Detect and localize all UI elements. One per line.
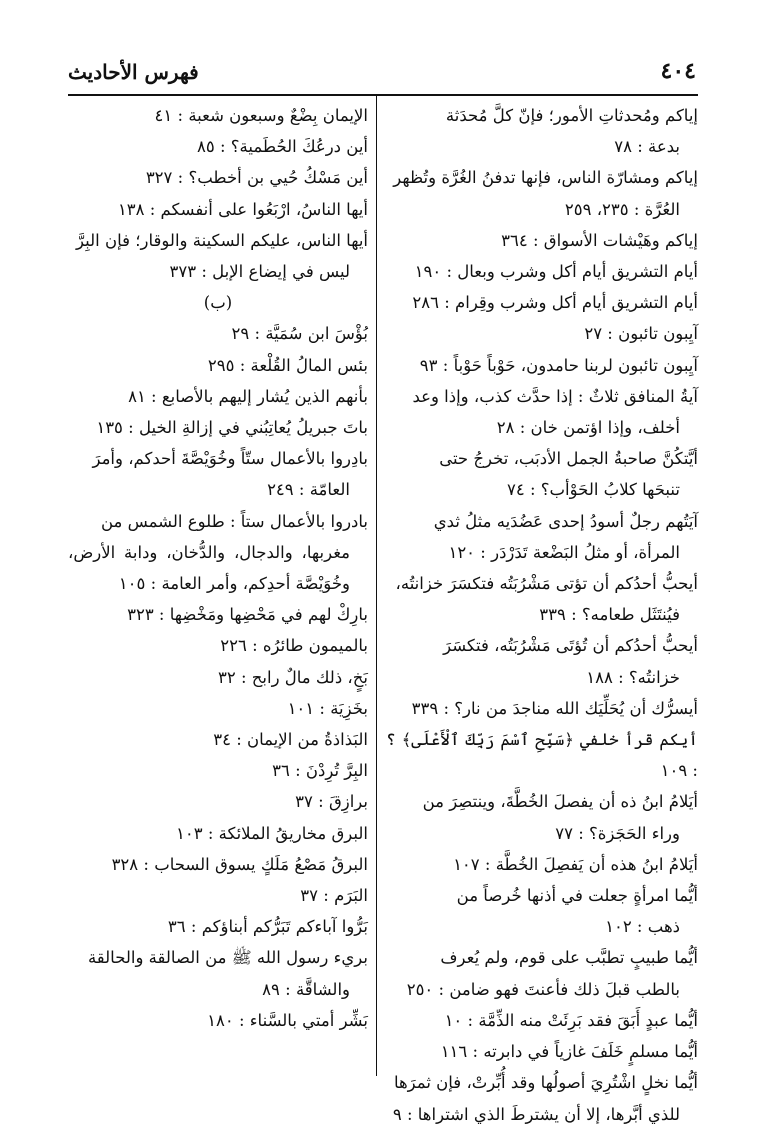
hadith-entry xyxy=(386,287,698,318)
entry-text: أيحبُّ أحدُكم أن تُؤتَى مَشْرُبَتُه، فتكسَرَ xyxy=(443,636,698,656)
hadith-entry xyxy=(68,724,368,755)
entry-text: بالميمون طائرُه : ٢٢٦ xyxy=(220,636,368,656)
page-number: ٤٠٤ xyxy=(660,58,696,84)
entry-text: البَرَم : ٣٧ xyxy=(300,886,368,906)
entry-continuation: للذي أبَّرها، إلا أن يشترطَ الذي اشتراها : ٩ xyxy=(392,1104,680,1124)
hadith-entry xyxy=(386,225,698,256)
entry-text: أيُّما نخلٍ اشْتُرِيَ أصولُها وقد أُبِّرتْ، فإن ثمرَها xyxy=(393,1073,698,1093)
entry-text: بَخٍ، ذلك مالٌ رابح : ٣٢ xyxy=(217,667,368,687)
entry-text: أيحبُّ أحدُكم أن تؤتى مَشْرُبَتُه فتكسَرَ خزانتُه، xyxy=(395,574,698,594)
entry-text: (ب) xyxy=(203,293,233,313)
entry-continuation: فيُنتَثَل طعامه؟ : ٣٣٩ xyxy=(539,605,680,625)
entry-continuation: تنبحَها كلابُ الحَوْأب؟ : ٧٤ xyxy=(506,480,680,500)
hadith-entry xyxy=(68,630,368,661)
entry-text: البِرَّ تُرِدْنَ : ٣٦ xyxy=(272,761,368,781)
entry-text: إياكم ومشارّة الناس، فإنها تدفنُ الغُرَّة وتُظهر xyxy=(393,168,698,188)
entry-text: أيُّما طبيبٍ تطبَّب على قوم، ولم يُعرف xyxy=(440,948,698,968)
hadith-entry xyxy=(68,942,368,1004)
hadith-entry xyxy=(68,131,368,162)
hadith-entry xyxy=(68,880,368,911)
entry-text: أيام التشريق أيام أكل وشرب وبعال : ١٩٠ xyxy=(414,262,698,282)
entry-text: الإيمان بِضْعٌ وسبعون شعبة : ٤١ xyxy=(154,106,368,125)
page-title: فهرس الأحاديث xyxy=(68,60,199,84)
entry-text: أيَّتكُنَّ صاحبةُ الجمل الأدبَب، تخرجُ حتى xyxy=(439,449,698,469)
left-column xyxy=(68,100,368,1036)
entry-text: أيَلامُ ابنُ هذه أن يَفصِلَ الخُطَّة : ١٠٧ xyxy=(453,854,698,874)
hadith-entry xyxy=(68,849,368,880)
entry-text: أيسرُّك أن يُحَلِّيَك الله مناجدَ من نار؟ : ٣٣٩ xyxy=(411,698,698,718)
entry-text: آيةُ المنافق ثلاثٌ : إذا حدَّث كذب، وإذا وعد xyxy=(412,386,698,406)
entry-text: بارِكْ لهم في مَحْضِها ومَخْضِها : ٣٢٣ xyxy=(127,605,368,625)
hadith-entry xyxy=(68,755,368,786)
entry-continuation: المرأة، أو مثلُ البَضْعة تَدَرْدَر : ١٢٠ xyxy=(448,542,680,562)
entry-text: بادِروا بالأعمال ستّاً وخُوَيْصَّةَ أحدكم، وأمرَ xyxy=(92,449,368,469)
entry-text: أيَلامُ ابنُ ذه أن يفصلَ الخُطَّةَ، وينتصِرَ من xyxy=(422,792,698,812)
entry-continuation: والشاقَّة : ٨٩ xyxy=(262,979,350,999)
hadith-entry xyxy=(68,318,368,349)
entry-text: أيام التشريق أيام أكل وشرب وقِرام : ٢٨٦ xyxy=(412,293,698,313)
hadith-entry xyxy=(68,506,368,600)
hadith-entry xyxy=(68,100,368,131)
entry-text: بَشِّر أمتي بالسَّناء : ١٨٠ xyxy=(207,1010,368,1030)
entry-text: أيُّما عبدٍ أَبَقَ فقد بَرِئَتْ منه الذِّمَّة : ١٠ xyxy=(444,1010,698,1030)
entry-text: البرقُ مَصْعُ مَلَكٍ يسوق السحاب : ٣٢٨ xyxy=(111,854,368,874)
hadith-entry xyxy=(68,599,368,630)
entry-continuation: العامّة : ٢٤٩ xyxy=(267,480,350,500)
entry-text: بئس المالُ القُلْعة : ٢٩٥ xyxy=(207,355,368,375)
hadith-entry xyxy=(68,786,368,817)
entry-text: البرق مخاريقُ الملائكة : ١٠٣ xyxy=(175,823,368,843)
entry-text: إياكم ومُحدثاتِ الأمور؛ فإنّ كلَّ مُحدَثة xyxy=(445,106,698,125)
hadith-entry xyxy=(68,818,368,849)
page-header xyxy=(68,58,698,92)
entry-text: أيكم قرأ خلفي ﴿سَبِّحِ ٱسْمَ رَبِّكَ ٱلْأَعْلَى﴾ ؟ : ١٠٩ xyxy=(386,730,698,781)
entry-continuation: أخلف، وإذا اؤتمن خان : ٢٨ xyxy=(496,418,680,438)
hadith-entry xyxy=(68,350,368,381)
entry-continuation: مغربها، والدجال، والدُّخان، ودابة الأرض، وخُوَيْصَّة أحدِكم، وأمر العامة : ١٠٥ xyxy=(68,542,350,594)
hadith-entry xyxy=(386,506,698,568)
hadith-entry xyxy=(386,100,698,162)
entry-text: بادروا بالأعمال ستاً : طلوع الشمس من xyxy=(100,511,368,531)
hadith-entry xyxy=(386,256,698,287)
hadith-entry xyxy=(386,942,698,1004)
hadith-entry xyxy=(386,162,698,224)
hadith-entry xyxy=(68,693,368,724)
entry-continuation: ذهب : ١٠٢ xyxy=(605,917,680,937)
hadith-entry xyxy=(68,1005,368,1036)
right-column xyxy=(386,100,698,1130)
hadith-entry xyxy=(386,786,698,848)
entry-continuation: بالطب قبلَ ذلك فأعنتَ فهو ضامن : ٢٥٠ xyxy=(406,979,680,999)
entry-text: باتَ جبريلُ يُعاتِبُني في إزالةِ الخيل : ١٣٥ xyxy=(96,418,368,438)
section-heading xyxy=(68,287,368,318)
entry-text: آيَتُهم رجلٌ أسودُ إحدى عَضُدَيه مثلُ ثدي xyxy=(433,511,698,531)
entry-text: برازِقَ : ٣٧ xyxy=(295,792,368,812)
entry-text: بأنهم الذين يُشار إليهم بالأصابع : ٨١ xyxy=(128,386,368,406)
entry-text: أيُّما امرأةٍ جعلت في أذنها خُرصاً من xyxy=(456,886,698,906)
entry-text: آيِبون تائبون : ٢٧ xyxy=(584,324,698,344)
hadith-entry xyxy=(386,381,698,443)
column-divider xyxy=(376,96,377,1076)
entry-text: أين مَسْكُ حُيي بن أخطب؟ : ٣٢٧ xyxy=(145,168,368,188)
hadith-entry xyxy=(68,412,368,443)
hadith-entry xyxy=(386,724,698,786)
entry-text: بريء رسول الله ﷺ من الصالقة والحالقة xyxy=(87,948,368,968)
entry-text: أين درعُكَ الحُطَمية؟ : ٨٥ xyxy=(197,137,368,157)
hadith-entry xyxy=(68,162,368,193)
entry-text: أيها الناسُ، ارْبَعُوا على أنفسكم : ١٣٨ xyxy=(117,199,368,219)
hadith-entry xyxy=(386,849,698,880)
entry-text: بخَزِيَة : ١٠١ xyxy=(287,698,368,718)
entry-text: آيِبون تائبون لربنا حامدون، حَوْباً حَوْباً : ٩٣ xyxy=(419,355,698,375)
entry-continuation: بدعة : ٧٨ xyxy=(614,137,680,157)
entry-continuation: وراء الحَجَزة؟ : ٧٧ xyxy=(555,823,680,843)
hadith-entry xyxy=(68,443,368,505)
hadith-entry xyxy=(68,911,368,942)
hadith-entry xyxy=(68,225,368,287)
entry-continuation: العُرَّة : ٢٣٥، ٢٥٩ xyxy=(564,199,680,219)
entry-text: إياكم وهَيْشات الأسواق : ٣٦٤ xyxy=(501,230,698,250)
entry-text: بُؤْسَ ابن سُمَيَّة : ٢٩ xyxy=(231,324,368,344)
hadith-entry xyxy=(386,1005,698,1036)
entry-continuation: خزانتُه؟ : ١٨٨ xyxy=(586,667,680,687)
header-rule xyxy=(68,94,698,96)
entry-text: بَرُّوا آباءكم تَبَرُّكم أبناؤكم : ٣٦ xyxy=(167,917,368,937)
hadith-entry xyxy=(386,443,698,505)
entry-text: أيها الناس، عليكم السكينة والوقار؛ فإن البِرَّ xyxy=(76,230,368,250)
entry-text: أيُّما مسلمٍ خَلَفَ غازياً في دابرته : ١١٦ xyxy=(440,1042,698,1062)
hadith-entry xyxy=(68,194,368,225)
hadith-entry xyxy=(386,568,698,630)
hadith-entry xyxy=(386,318,698,349)
hadith-entry xyxy=(386,350,698,381)
hadith-entry xyxy=(386,1036,698,1067)
hadith-entry xyxy=(386,630,698,692)
hadith-entry xyxy=(386,880,698,942)
entry-text: البَذاذةُ من الإيمان : ٣٤ xyxy=(213,730,368,750)
entry-continuation: ليس في إيضاع الإبل : ٣٧٣ xyxy=(169,262,350,282)
hadith-entry xyxy=(386,693,698,724)
hadith-entry xyxy=(68,381,368,412)
hadith-entry xyxy=(68,662,368,693)
